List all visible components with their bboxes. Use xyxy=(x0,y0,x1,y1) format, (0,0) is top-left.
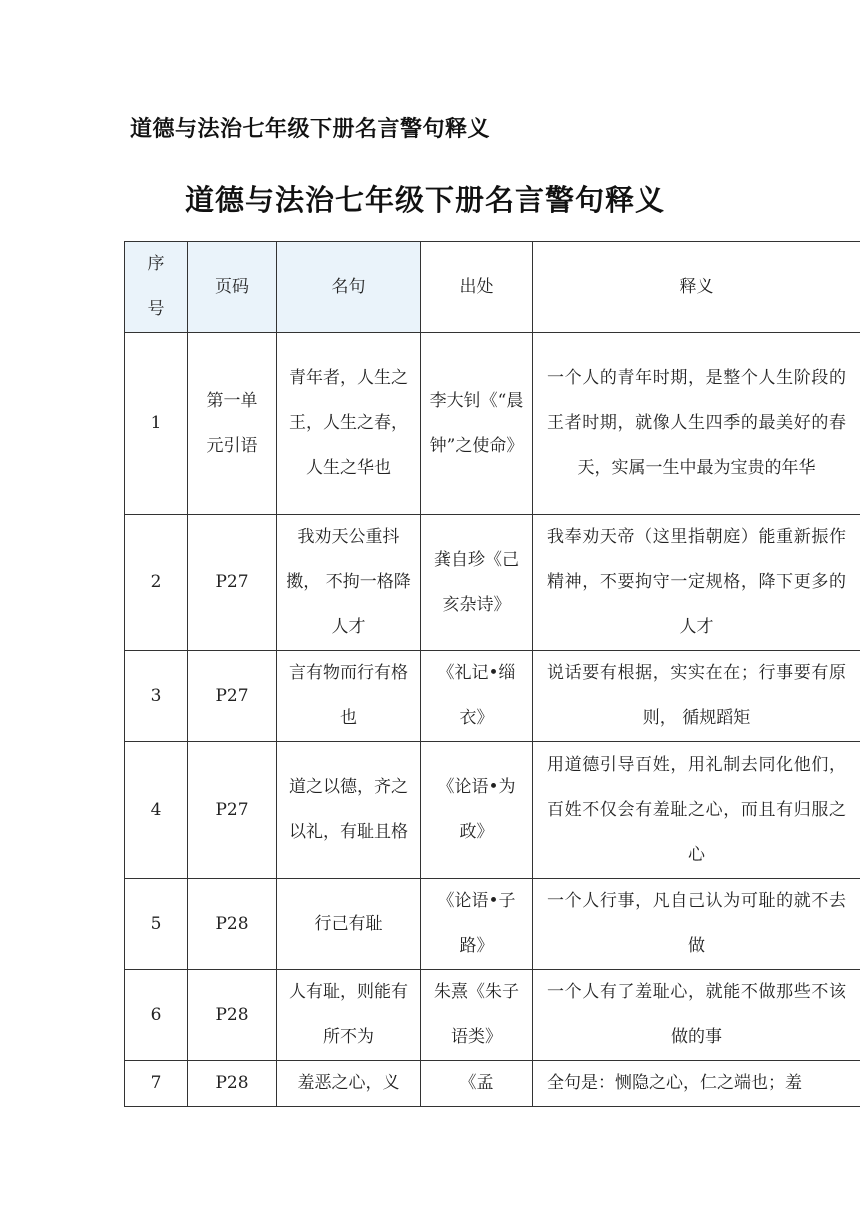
row-page: 第一单元引语 xyxy=(188,333,277,515)
row-meaning: 全句是：恻隐之心，仁之端也；羞 xyxy=(533,1061,860,1107)
row-number: 6 xyxy=(125,970,188,1061)
row-number: 1 xyxy=(125,333,188,515)
row-quote: 我劝天公重抖擞， 不拘一格降人才 xyxy=(277,515,421,651)
row-number: 7 xyxy=(125,1061,188,1107)
row-quote: 人有耻，则能有所不为 xyxy=(277,970,421,1061)
row-meaning: 一个人行事，凡自己认为可耻的就不去做 xyxy=(533,879,860,970)
row-page: P28 xyxy=(188,879,277,970)
row-page: P27 xyxy=(188,515,277,651)
row-number: 2 xyxy=(125,515,188,651)
row-page: P27 xyxy=(188,742,277,879)
row-source: 龚自珍《己亥杂诗》 xyxy=(421,515,533,651)
row-page: P28 xyxy=(188,1061,277,1107)
table-title xyxy=(0,178,860,219)
row-meaning: 一个人有了羞耻心，就能不做那些不该做的事 xyxy=(533,970,860,1061)
table-row xyxy=(125,1061,860,1107)
table-row xyxy=(125,333,860,515)
header-quote: 名句 xyxy=(277,242,421,333)
header-number: 序号 xyxy=(125,242,188,333)
document-title: 道德与法治七年级下册名言警句释义 xyxy=(130,117,491,142)
row-source: 《礼记•缁衣》 xyxy=(421,651,533,742)
row-page: P28 xyxy=(188,970,277,1061)
table-header-row xyxy=(125,242,860,333)
row-meaning: 我奉劝天帝（这里指朝庭）能重新振作精神，不要拘守一定规格，降下更多的人才 xyxy=(533,515,860,651)
row-quote: 羞恶之心，义 xyxy=(277,1061,421,1107)
table-row xyxy=(125,970,860,1061)
row-number: 4 xyxy=(125,742,188,879)
row-number: 3 xyxy=(125,651,188,742)
row-quote: 言有物而行有格也 xyxy=(277,651,421,742)
row-source: 朱熹《朱子语类》 xyxy=(421,970,533,1061)
header-page: 页码 xyxy=(188,242,277,333)
row-meaning: 一个人的青年时期，是整个人生阶段的王者时期，就像人生四季的最美好的春天，实属一生中最为宝贵的年华 xyxy=(533,333,860,515)
header-source: 出处 xyxy=(421,242,533,333)
header-meaning: 释义 xyxy=(533,242,860,333)
row-meaning: 说话要有根据，实实在在；行事要有原则， 循规蹈矩 xyxy=(533,651,860,742)
table-row xyxy=(125,651,860,742)
row-page: P27 xyxy=(188,651,277,742)
row-quote: 行己有耻 xyxy=(277,879,421,970)
row-source: 《孟 xyxy=(421,1061,533,1107)
table-row xyxy=(125,742,860,879)
row-meaning: 用道德引导百姓，用礼制去同化他们，百姓不仅会有羞耻之心，而且有归服之心 xyxy=(533,742,860,879)
row-source: 《论语•子路》 xyxy=(421,879,533,970)
row-number: 5 xyxy=(125,879,188,970)
row-quote: 青年者，人生之王，人生之春，人生之华也 xyxy=(277,333,421,515)
quotes-table xyxy=(124,241,860,1107)
row-source: 《论语•为政》 xyxy=(421,742,533,879)
table-row xyxy=(125,515,860,651)
table-row xyxy=(125,879,860,970)
row-source: 李大钊《“晨钟”之使命》 xyxy=(421,333,533,515)
table-title-text: 道德与法治七年级下册名言警句释义 xyxy=(184,183,665,217)
row-quote: 道之以德，齐之以礼，有耻且格 xyxy=(277,742,421,879)
